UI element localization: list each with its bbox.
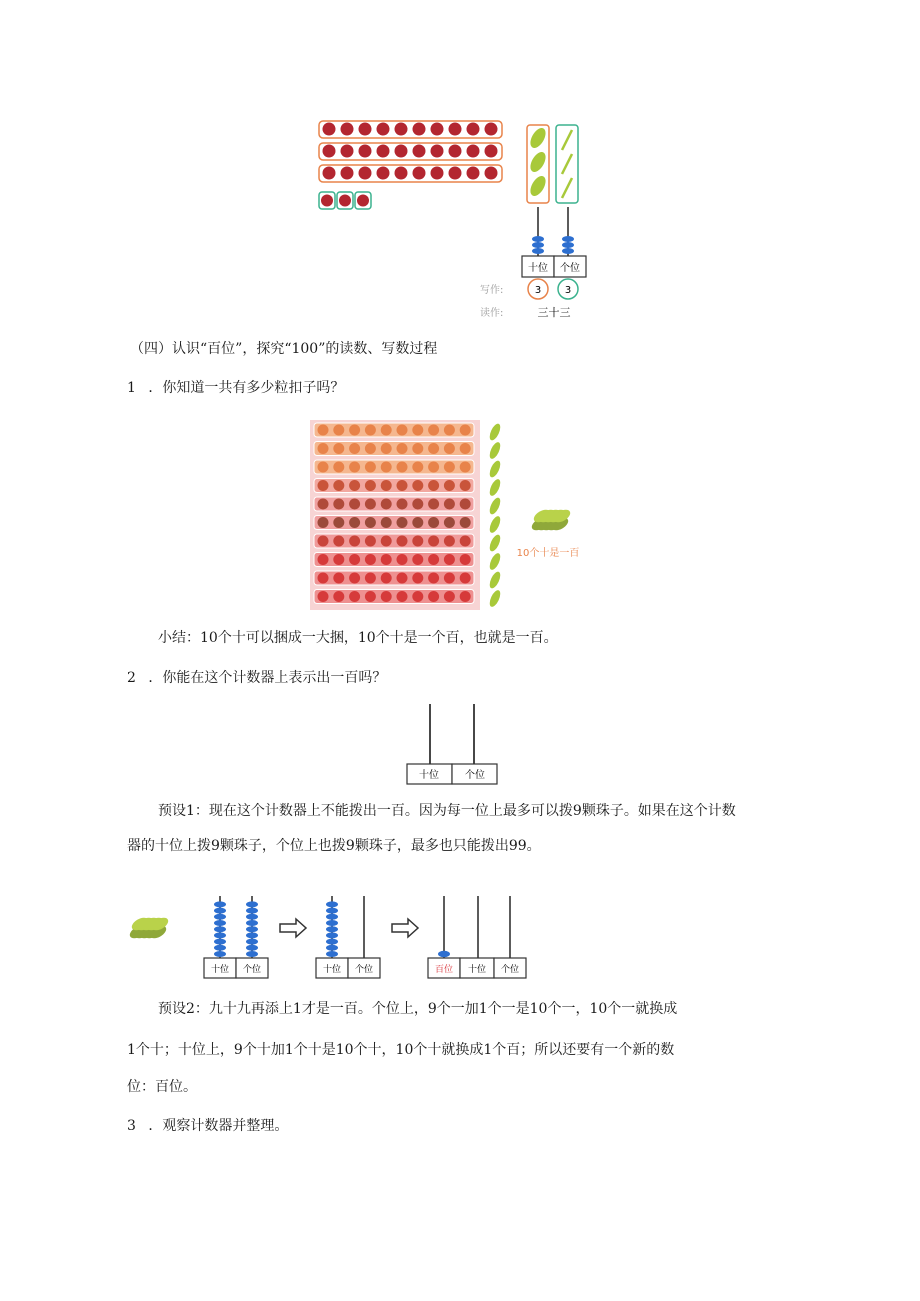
button	[449, 167, 462, 180]
question-3-number: 3	[127, 1118, 136, 1134]
button	[413, 167, 426, 180]
button	[431, 123, 444, 136]
button	[397, 480, 408, 491]
place-label-tens: 十位	[467, 965, 487, 975]
bead	[246, 932, 258, 938]
button	[318, 425, 329, 436]
bundle-teal	[556, 125, 578, 203]
button	[377, 167, 390, 180]
button	[318, 517, 329, 528]
write-label: 写作:	[480, 285, 504, 296]
button	[349, 573, 360, 584]
button	[444, 443, 455, 454]
bead	[214, 926, 226, 932]
button	[412, 554, 423, 565]
button	[365, 425, 376, 436]
big-bundle-icon	[128, 915, 171, 941]
button	[349, 480, 360, 491]
place-label-tens: 十位	[419, 770, 439, 781]
button	[431, 167, 444, 180]
button	[428, 443, 439, 454]
question-2-number: 2	[127, 670, 136, 686]
bead	[214, 914, 226, 920]
button	[349, 443, 360, 454]
button	[428, 517, 439, 528]
button	[395, 167, 408, 180]
bead	[562, 236, 574, 242]
bead	[214, 951, 226, 957]
summary: 小结：10个十可以捆成一大捆，10个十是一个百，也就是一百。	[158, 630, 558, 646]
button	[397, 425, 408, 436]
bead	[214, 901, 226, 907]
button	[397, 536, 408, 547]
place-label-ones: 个位	[465, 770, 485, 781]
button	[449, 145, 462, 158]
button	[397, 443, 408, 454]
place-label-hundreds: 百位	[434, 965, 454, 975]
read-label: 读作:	[480, 308, 504, 319]
bead	[246, 901, 258, 907]
button	[460, 573, 471, 584]
figure-thirty-three	[310, 120, 600, 325]
button	[428, 573, 439, 584]
place-label-ones: 个位	[242, 965, 262, 975]
bead	[326, 926, 338, 932]
button	[365, 554, 376, 565]
bead	[246, 908, 258, 914]
place-label-ones: 个位	[354, 965, 374, 975]
question-1	[127, 378, 344, 398]
button	[318, 443, 329, 454]
bead	[246, 951, 258, 957]
button	[460, 480, 471, 491]
single-stick	[562, 178, 572, 198]
button	[460, 517, 471, 528]
button	[323, 167, 336, 180]
place-label-tens: 十位	[322, 965, 342, 975]
written-digit-tens: 3	[534, 285, 542, 296]
button	[323, 123, 336, 136]
button	[381, 536, 392, 547]
button	[349, 554, 360, 565]
bead	[326, 939, 338, 945]
button	[381, 573, 392, 584]
figure-one-hundred-buttons	[310, 420, 600, 610]
button	[485, 167, 498, 180]
button	[318, 554, 329, 565]
single-stick	[562, 130, 572, 150]
button	[444, 517, 455, 528]
preset-2-line-3: 位：百位。	[127, 1079, 197, 1095]
button	[467, 123, 480, 136]
button	[412, 462, 423, 473]
bead	[326, 920, 338, 926]
abacus-90	[316, 896, 380, 978]
stick-bundle	[488, 570, 503, 590]
stick-bundle	[488, 533, 503, 553]
button	[467, 167, 480, 180]
bead	[326, 951, 338, 957]
bundle-orange	[527, 125, 549, 203]
button	[333, 536, 344, 547]
button	[444, 462, 455, 473]
button	[412, 425, 423, 436]
place-label-tens: 十位	[210, 965, 230, 975]
button-rows	[319, 121, 502, 209]
read-value: 三十三	[537, 306, 571, 319]
button	[318, 499, 329, 510]
stick-bundle	[527, 125, 548, 150]
button	[349, 425, 360, 436]
button	[413, 123, 426, 136]
button	[349, 462, 360, 473]
button	[460, 499, 471, 510]
preset-1-line-2: 器的十位上拨9颗珠子，个位上也拨9颗珠子，最多也只能拨出99。	[127, 838, 541, 854]
button	[412, 591, 423, 602]
preset-2-line-1: 预设2：九十九再添上1才是一百。个位上，9个一加1个一是10个一，10个一就换成	[158, 1001, 678, 1017]
ten-bundles-column	[488, 422, 503, 608]
stick-bundle	[488, 441, 503, 461]
button	[357, 195, 369, 207]
button	[333, 591, 344, 602]
abacus-100	[428, 896, 526, 978]
button	[412, 517, 423, 528]
bead	[532, 236, 544, 242]
button	[428, 591, 439, 602]
button	[397, 462, 408, 473]
bead	[214, 939, 226, 945]
button	[377, 145, 390, 158]
button	[397, 499, 408, 510]
button	[381, 554, 392, 565]
button	[467, 145, 480, 158]
question-1-text: ．你知道一共有多少粒扣子吗？	[148, 380, 345, 396]
written-digit-ones: 3	[564, 285, 572, 296]
button	[381, 425, 392, 436]
button	[318, 480, 329, 491]
button	[460, 536, 471, 547]
button	[431, 145, 444, 158]
abacus-33	[522, 207, 586, 277]
button	[333, 443, 344, 454]
button	[349, 536, 360, 547]
button	[460, 554, 471, 565]
button	[397, 517, 408, 528]
place-label-ones: 个位	[500, 965, 520, 975]
arrow-right-icon	[392, 919, 418, 937]
button	[333, 480, 344, 491]
button	[397, 591, 408, 602]
button	[397, 573, 408, 584]
section-heading: （四）认识“百位”，探究“100”的读数、写数过程	[130, 341, 438, 357]
button	[395, 145, 408, 158]
button	[381, 591, 392, 602]
button	[397, 554, 408, 565]
button	[444, 480, 455, 491]
button	[444, 499, 455, 510]
button	[318, 536, 329, 547]
button	[365, 480, 376, 491]
bead	[562, 242, 574, 248]
button	[412, 443, 423, 454]
empty-abacus	[404, 700, 500, 788]
question-3	[127, 1116, 288, 1136]
button	[485, 145, 498, 158]
button	[381, 443, 392, 454]
button	[412, 573, 423, 584]
button	[333, 517, 344, 528]
button	[444, 536, 455, 547]
button	[460, 425, 471, 436]
button	[428, 499, 439, 510]
bead	[214, 932, 226, 938]
button	[460, 591, 471, 602]
bead	[532, 248, 544, 254]
button	[377, 123, 390, 136]
bead	[246, 920, 258, 926]
button	[365, 591, 376, 602]
bead	[246, 945, 258, 951]
bead	[326, 901, 338, 907]
button	[428, 554, 439, 565]
stick-bundle	[527, 173, 548, 198]
button	[318, 591, 329, 602]
button	[339, 195, 351, 207]
question-1-number: 1	[127, 380, 136, 396]
button	[381, 480, 392, 491]
preset-2-line-2: 1个十；十位上，9个十加1个十是10个十，10个十就换成1个百；所以还要有一个新的数	[127, 1042, 675, 1058]
button	[341, 123, 354, 136]
button	[359, 167, 372, 180]
button	[381, 499, 392, 510]
arrow-right-icon	[280, 919, 306, 937]
button	[365, 499, 376, 510]
button	[412, 499, 423, 510]
button	[323, 145, 336, 158]
single-stick	[562, 154, 572, 174]
bead	[326, 945, 338, 951]
button	[365, 573, 376, 584]
button	[428, 462, 439, 473]
button	[412, 480, 423, 491]
bead	[326, 914, 338, 920]
button	[349, 499, 360, 510]
button	[413, 145, 426, 158]
button	[444, 425, 455, 436]
stick-bundle	[488, 422, 503, 442]
button	[365, 536, 376, 547]
question-2-text: ．你能在这个计数器上表示出一百吗？	[148, 670, 387, 686]
button	[460, 462, 471, 473]
button	[333, 554, 344, 565]
button	[381, 462, 392, 473]
button	[428, 480, 439, 491]
button	[341, 167, 354, 180]
button	[444, 554, 455, 565]
bead	[326, 932, 338, 938]
button	[365, 517, 376, 528]
stick-bundle	[488, 459, 503, 479]
button	[365, 462, 376, 473]
button	[381, 517, 392, 528]
big-bundle-icon	[530, 507, 573, 533]
bead	[214, 908, 226, 914]
stick-bundle	[488, 478, 503, 498]
button	[359, 145, 372, 158]
button	[349, 591, 360, 602]
bead	[214, 945, 226, 951]
stick-bundle	[488, 552, 503, 572]
button	[333, 573, 344, 584]
question-3-text: ．观察计数器并整理。	[148, 1118, 289, 1134]
button	[365, 443, 376, 454]
button	[428, 425, 439, 436]
button	[359, 123, 372, 136]
button	[395, 123, 408, 136]
question-2	[127, 668, 386, 688]
button	[412, 536, 423, 547]
bead	[532, 242, 544, 248]
stick-bundle	[527, 149, 548, 174]
button	[460, 443, 471, 454]
bead	[326, 908, 338, 914]
button	[318, 462, 329, 473]
bead	[246, 914, 258, 920]
button	[333, 425, 344, 436]
button	[449, 123, 462, 136]
button	[318, 573, 329, 584]
stick-bundle	[488, 515, 503, 535]
stick-bundle	[488, 496, 503, 516]
bead	[214, 920, 226, 926]
button	[444, 573, 455, 584]
figure-ninety-nine-to-hundred	[124, 892, 534, 982]
button	[349, 517, 360, 528]
button	[444, 591, 455, 602]
button	[333, 462, 344, 473]
preset-1-line-1: 预设1：现在这个计数器上不能拨出一百。因为每一位上最多可以拨9颗珠子。如果在这个计数	[158, 803, 736, 819]
button	[333, 499, 344, 510]
stick-bundle	[488, 589, 503, 609]
place-label-ones: 个位	[560, 263, 580, 274]
button	[321, 195, 333, 207]
bead	[246, 939, 258, 945]
button	[428, 536, 439, 547]
bead	[246, 926, 258, 932]
place-label-tens: 十位	[528, 263, 548, 274]
button	[341, 145, 354, 158]
bead	[562, 248, 574, 254]
button	[485, 123, 498, 136]
abacus-99	[204, 896, 268, 978]
hundred-caption: 10个十是一百	[516, 548, 580, 559]
